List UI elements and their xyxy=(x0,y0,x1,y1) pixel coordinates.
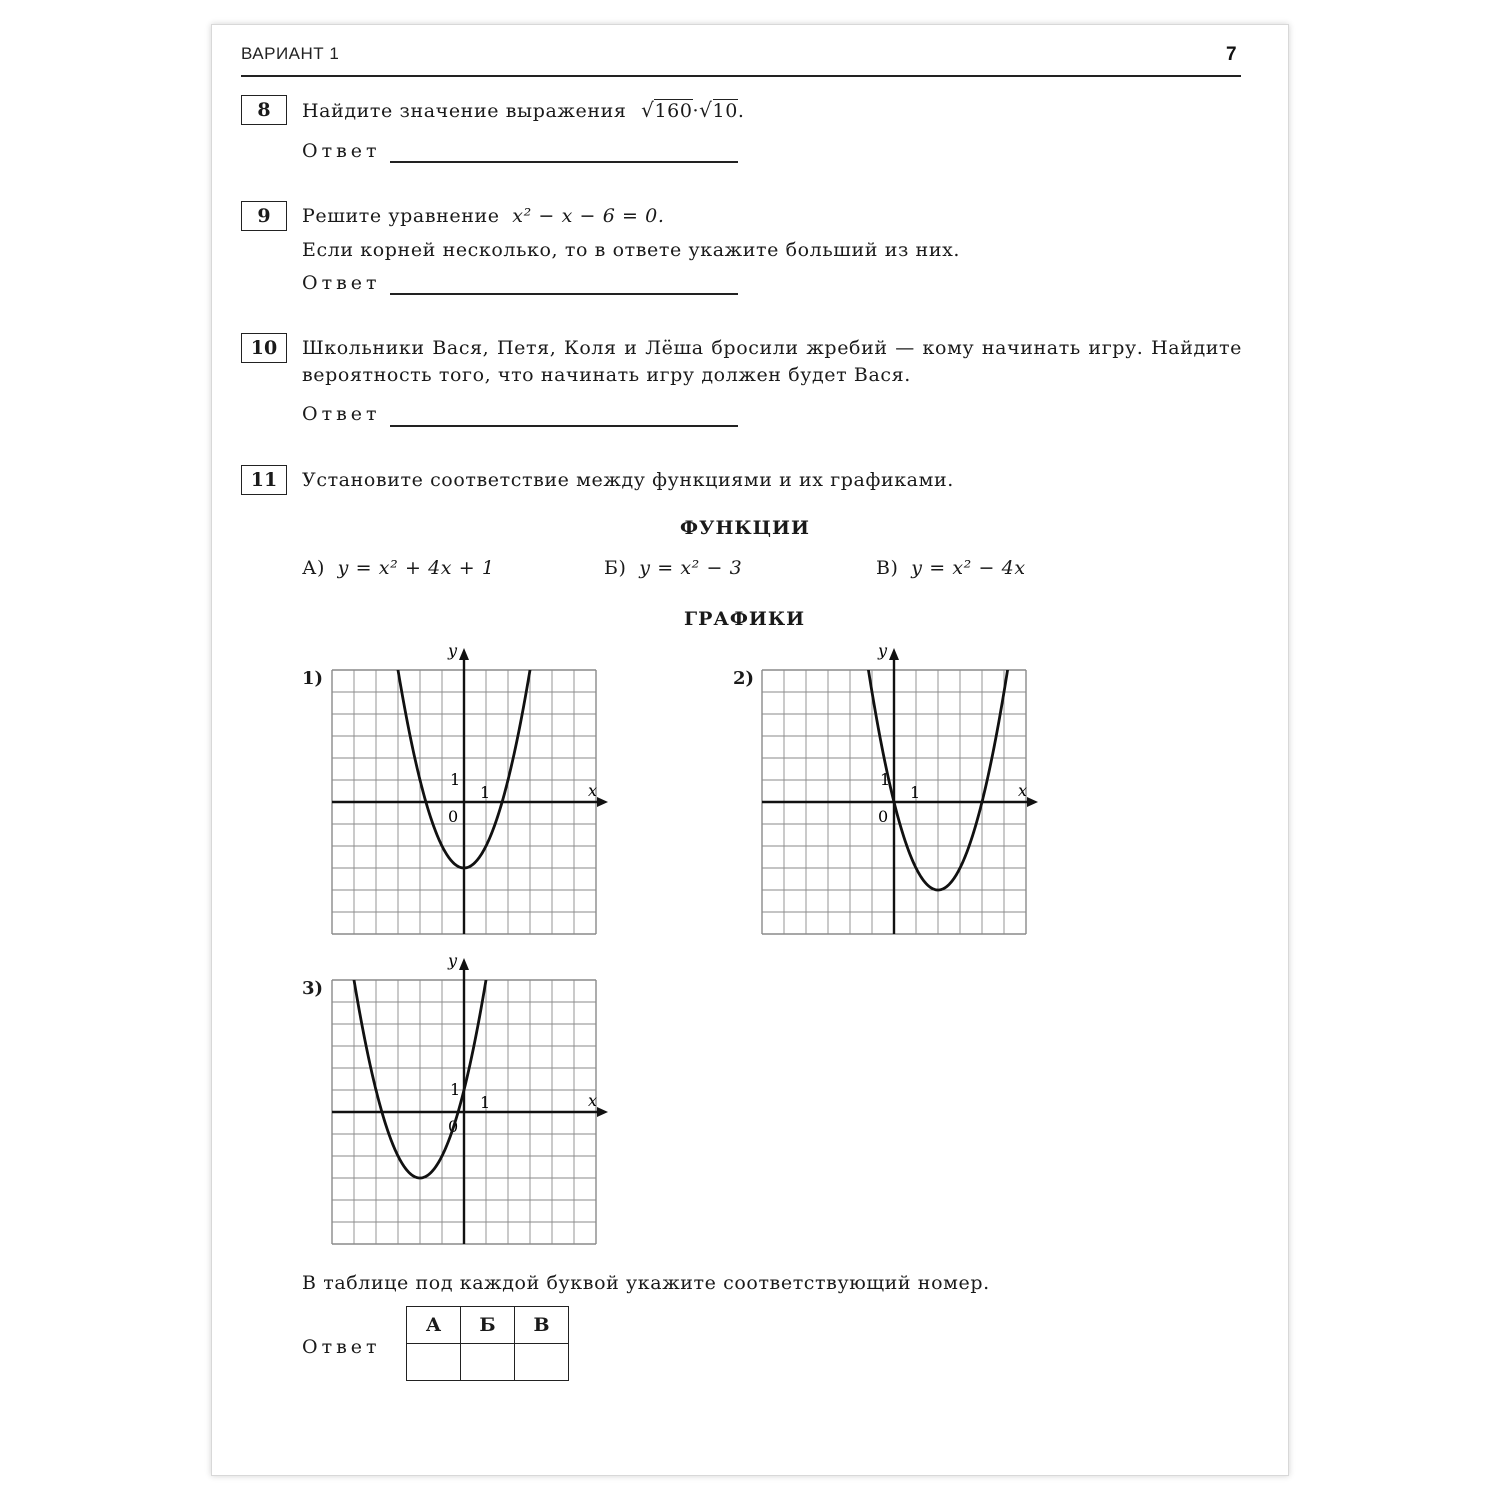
y-unit-label: 1 xyxy=(450,770,461,789)
task-8-expression xyxy=(641,100,744,122)
y-unit-label: 1 xyxy=(880,770,891,789)
graph-2-label: 2) xyxy=(733,668,755,689)
function-c-formula: y = x² − 4x xyxy=(911,557,1026,579)
origin-label: 0 xyxy=(448,807,459,826)
function-b-formula: y = x² − 3 xyxy=(639,557,743,579)
y-axis-arrow xyxy=(459,958,469,970)
graph-1-label: 1) xyxy=(302,668,324,689)
function-a-label: А) xyxy=(302,557,326,579)
task-9-prompt: Решите уравнение xyxy=(302,205,500,227)
task-8-radicand-b: 10 xyxy=(712,100,738,122)
function-a-formula: y = x² + 4x + 1 xyxy=(337,557,495,579)
y-axis-label: y xyxy=(448,641,458,660)
function-b xyxy=(604,555,742,582)
answer-cell-a[interactable] xyxy=(407,1344,461,1381)
task-11-answer-label: Ответ xyxy=(302,1336,381,1358)
sqrt-sign: √ xyxy=(641,98,655,122)
task-8-end: . xyxy=(737,100,745,122)
y-unit-label: 1 xyxy=(450,1080,461,1099)
function-c xyxy=(876,555,1026,582)
task-9-number: 9 xyxy=(241,201,287,231)
answer-cell-b[interactable] xyxy=(461,1344,515,1381)
task-10-answer-line[interactable] xyxy=(390,425,738,427)
x-axis-label: x xyxy=(588,781,598,800)
x-unit-label: 1 xyxy=(480,1093,491,1112)
answer-header-b: Б xyxy=(461,1307,515,1344)
task-10-number: 10 xyxy=(241,333,287,363)
x-axis-arrow xyxy=(597,1107,608,1117)
task-9-equation: x² − x − 6 = 0. xyxy=(512,205,665,227)
function-a xyxy=(302,555,495,582)
task-9-answer-line[interactable] xyxy=(390,293,738,295)
y-axis-arrow xyxy=(889,648,899,660)
y-axis-arrow xyxy=(459,648,469,660)
task-11-number: 11 xyxy=(241,465,287,495)
variant-header: ВАРИАНТ 1 xyxy=(241,44,340,63)
x-axis-label: x xyxy=(588,1091,598,1110)
task-9-text xyxy=(302,203,665,230)
x-axis-label: x xyxy=(1018,781,1028,800)
graph-3 xyxy=(320,950,620,1260)
header-rule xyxy=(241,75,1241,77)
task-8-text xyxy=(302,97,745,125)
origin-label: 0 xyxy=(448,1117,459,1136)
answer-header-a: А xyxy=(407,1307,461,1344)
answer-header-c: В xyxy=(515,1307,569,1344)
y-axis-label: y xyxy=(448,951,458,970)
graph-1 xyxy=(320,640,620,950)
x-unit-label: 1 xyxy=(480,783,491,802)
x-axis-arrow xyxy=(597,797,608,807)
functions-title: ФУНКЦИИ xyxy=(680,517,810,539)
task-8-number: 8 xyxy=(241,95,287,125)
task-10-answer-label: Ответ xyxy=(302,403,381,425)
task-8-answer-label: Ответ xyxy=(302,140,381,162)
task-9-answer-label: Ответ xyxy=(302,272,381,294)
task-9-note: Если корней несколько, то в ответе укажите больший из них. xyxy=(302,239,961,261)
graphs-title: ГРАФИКИ xyxy=(684,608,806,630)
graph-3-label: 3) xyxy=(302,978,324,999)
task-8-radicand-a: 160 xyxy=(654,100,693,122)
answer-table xyxy=(406,1306,569,1381)
sqrt-sign: √ xyxy=(699,98,713,122)
task-8-dot: · xyxy=(692,100,700,122)
function-b-label: Б) xyxy=(604,557,627,579)
x-axis-arrow xyxy=(1027,797,1038,807)
graph-2 xyxy=(750,640,1050,950)
task-11-text: Установите соответствие между функциями и их графиками. xyxy=(302,469,954,491)
function-c-label: В) xyxy=(876,557,899,579)
answer-cell-c[interactable] xyxy=(515,1344,569,1381)
task-10-text: Школьники Вася, Петя, Коля и Лёша бросили жребий — кому начинать игру. Найдите вероятность того, что начинать игру должен будет Вася. xyxy=(302,337,1242,386)
page-number: 7 xyxy=(1226,44,1237,65)
x-unit-label: 1 xyxy=(910,783,921,802)
task-8-answer-line[interactable] xyxy=(390,161,738,163)
table-instruction: В таблице под каждой буквой укажите соответствующий номер. xyxy=(302,1272,990,1294)
task-8-prompt: Найдите значение выражения xyxy=(302,100,627,122)
origin-label: 0 xyxy=(878,807,889,826)
y-axis-label: y xyxy=(878,641,888,660)
